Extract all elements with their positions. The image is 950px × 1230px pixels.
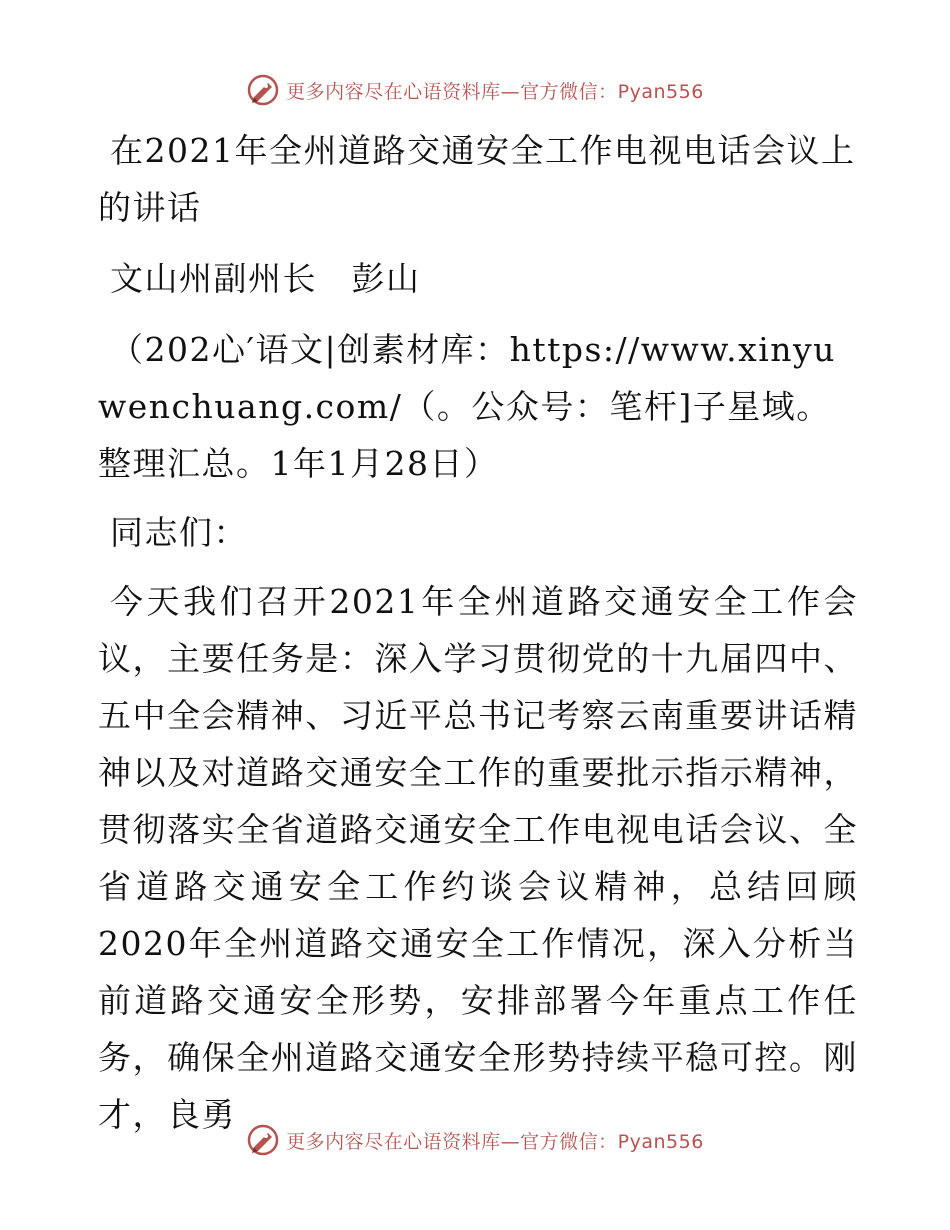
document-source-note: （202心′语文|创素材库：https://www.xinyuwenchuang.com/（。公众号：笔杆]子星域。整理汇总。1年1月28日） [98, 330, 836, 483]
footer-watermark-text: 更多内容尽在心语资料库—官方微信：Pyan556 [286, 1130, 704, 1153]
document-author: 文山州副州长 彭山 [110, 259, 421, 298]
document-body [98, 122, 858, 1143]
pen-logo-icon [246, 1123, 280, 1157]
header-watermark-text: 更多内容尽在心语资料库—官方微信：Pyan556 [286, 80, 704, 103]
document-greeting: 同志们： [110, 513, 248, 552]
document-paragraph: 今天我们召开2021年全州道路交通安全工作会议，主要任务是：深入学习贯彻党的十九届四中、五中全会精神、习近平总书记考察云南重要讲话精神以及对道路交通安全工作的重要批示指示精神，贯彻落实全省道路交通安全工作电视电话会议、全省道路交通安全工作约谈会议精神，总结回顾2020年全州道路交通安全工作情况，深入分析当前道路交通安全形势，安排部署今年重点工作任务，确保全州道路交通安全形势持续平稳可控。刚才，良勇 [98, 582, 858, 1134]
footer-watermark-banner [0, 1120, 950, 1160]
document-title: 在2021年全州道路交通安全工作电视电话会议上的讲话 [98, 131, 856, 227]
header-watermark-banner [0, 70, 950, 110]
pen-logo-icon [246, 73, 280, 107]
